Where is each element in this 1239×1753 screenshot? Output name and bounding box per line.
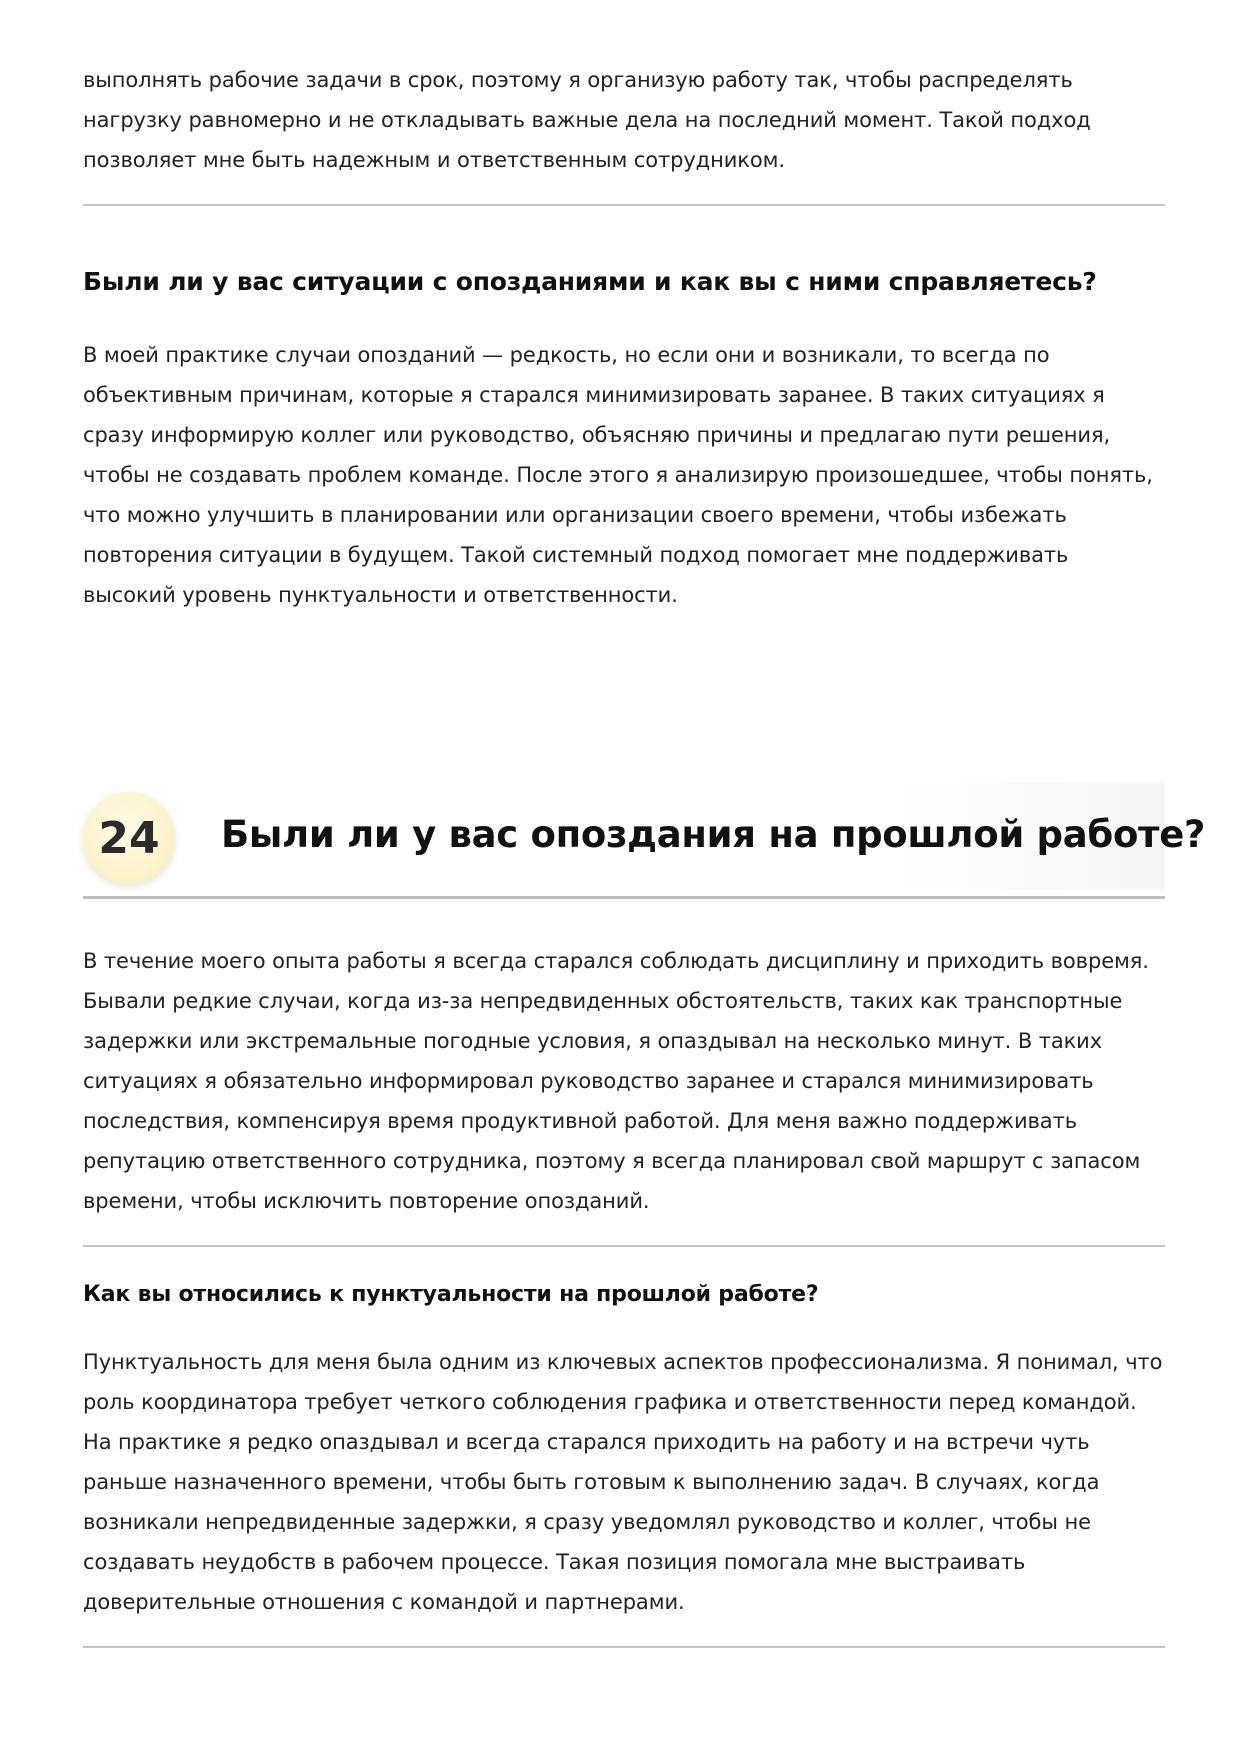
question-answer: В течение моего опыта работы я всегда старался соблюдать дисциплину и приходить вовремя. Бывали редкие случаи, когда из-за непредвиденных обстоятельств, таких как транспортные задержки или экстремальные погодные условия, я опаздывал на несколько минут. В таких ситуациях я обязательно информировал руководство заранее и старался минимизировать последствия, компенсируя время продуктивной работой. Для меня важно поддерживать репутацию ответственного сотрудника, поэтому я всегда планировал свой маршрут с запасом времени, чтобы исключить повторение опозданий. — [83, 949, 1149, 1213]
divider — [83, 204, 1165, 206]
question-header — [83, 782, 1206, 890]
followup-answer: В моей практике случаи опозданий — редкость, но если они и возникали, то всегда по объективным причинам, которые я старался минимизировать заранее. В таких ситуациях я сразу информирую коллег или руководство, объясняю причины и предлагаю пути решения, чтобы не создавать проблем команде. После этого я анализирую произошедшее, чтобы понять, что можно улучшить в планировании или организации своего времени, чтобы избежать повторения ситуации в будущем. Такой системный подход помогает мне поддерживать высокий уровень пунктуальности и ответственности. — [83, 343, 1153, 607]
question-number-badge: 24 — [83, 792, 175, 884]
followup-question: Как вы относились к пунктуальности на прошлой работе? — [83, 1282, 819, 1307]
question-header-divider — [83, 896, 1165, 899]
question-title: Были ли у вас опоздания на прошлой работе? — [221, 813, 1206, 856]
followup-question: Были ли у вас ситуации с опозданиями и как вы с ними справляетесь? — [83, 267, 1097, 296]
intro-paragraph: выполнять рабочие задачи в срок, поэтому я организую работу так, чтобы распределять нагрузку равномерно и не откладывать важные дела на последний момент. Такой подход позволяет мне быть надежным и ответственным сотрудником. — [83, 68, 1091, 172]
followup-answer: Пунктуальность для меня была одним из ключевых аспектов профессионализма. Я понимал, что роль координатора требует четкого соблюдения графика и ответственности перед командой. На практике я редко опаздывал и всегда старался приходить на работу и на встречи чуть раньше назначенного времени, чтобы быть готовым к выполнению задач. В случаях, когда возникали непредвиденные задержки, я сразу уведомлял руководство и коллег, чтобы не создавать неудобств в рабочем процессе. Такая позиция помогала мне выстраивать доверительные отношения с командой и партнерами. — [83, 1350, 1163, 1614]
divider — [83, 1646, 1165, 1648]
divider — [83, 1245, 1165, 1247]
